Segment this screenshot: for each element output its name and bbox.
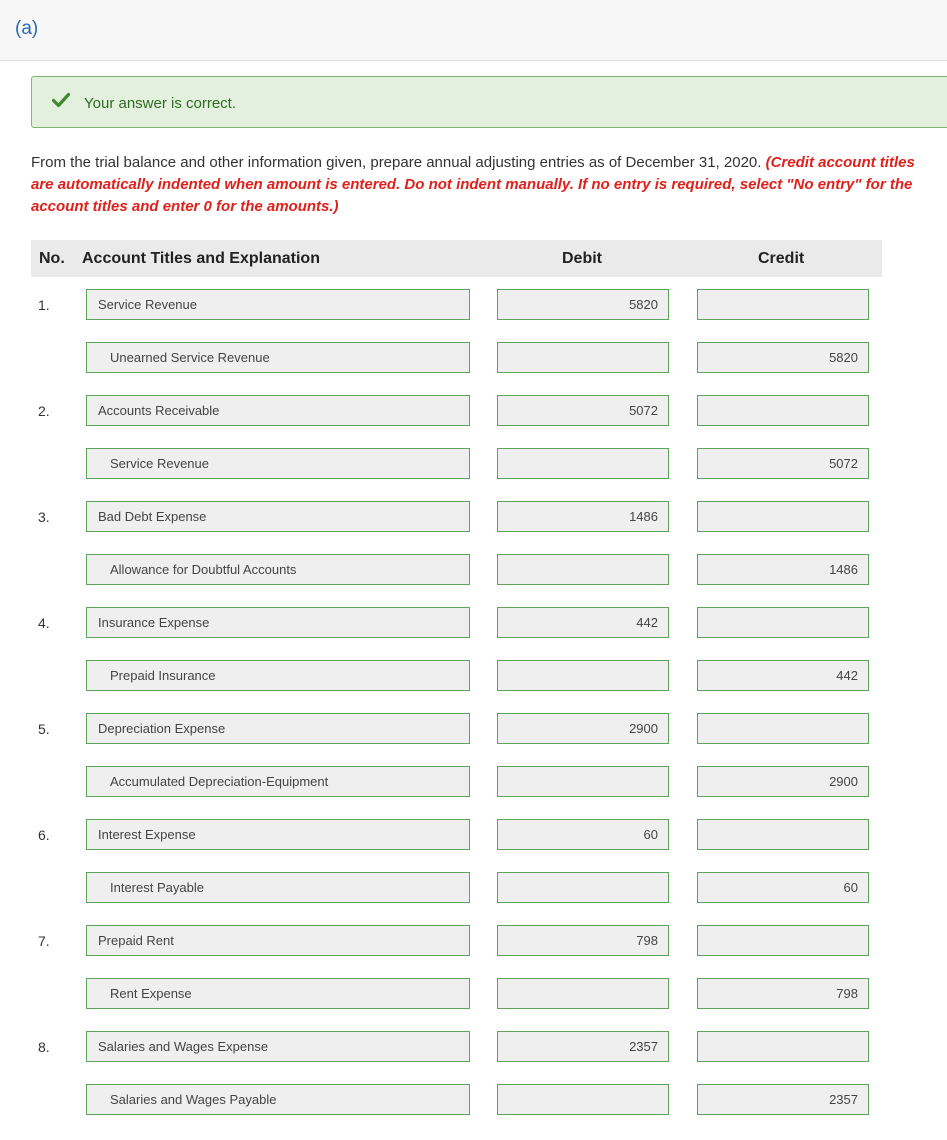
entry-number: 1. — [38, 297, 50, 313]
entry-number: 6. — [38, 827, 50, 843]
debit-account-field[interactable]: Bad Debt Expense — [86, 501, 470, 532]
credit-amount-field[interactable] — [697, 501, 869, 532]
credit-amount-field[interactable]: 2900 — [697, 766, 869, 797]
table-header — [31, 240, 882, 277]
debit-amount-field[interactable] — [497, 766, 669, 797]
debit-account-field[interactable]: Salaries and Wages Expense — [86, 1031, 470, 1062]
credit-amount-field[interactable] — [697, 819, 869, 850]
debit-amount-field[interactable]: 798 — [497, 925, 669, 956]
debit-amount-field[interactable] — [497, 978, 669, 1009]
debit-amount-field[interactable]: 5820 — [497, 289, 669, 320]
check-icon — [52, 92, 70, 108]
debit-amount-field[interactable]: 5072 — [497, 395, 669, 426]
part-header — [0, 0, 947, 61]
credit-account-field[interactable]: Service Revenue — [86, 448, 470, 479]
entry-number: 7. — [38, 933, 50, 949]
header-account: Account Titles and Explanation — [82, 250, 320, 267]
debit-amount-field[interactable] — [497, 1084, 669, 1115]
instructions — [31, 152, 931, 218]
credit-amount-field[interactable] — [697, 925, 869, 956]
credit-account-field[interactable]: Unearned Service Revenue — [86, 342, 470, 373]
debit-account-field[interactable]: Interest Expense — [86, 819, 470, 850]
credit-amount-field[interactable] — [697, 713, 869, 744]
debit-amount-field[interactable] — [497, 660, 669, 691]
header-no: No. — [39, 250, 65, 267]
debit-amount-field[interactable] — [497, 872, 669, 903]
header-debit: Debit — [562, 250, 602, 267]
debit-amount-field[interactable]: 60 — [497, 819, 669, 850]
debit-amount-field[interactable]: 442 — [497, 607, 669, 638]
credit-account-field[interactable]: Prepaid Insurance — [86, 660, 470, 691]
credit-account-field[interactable]: Accumulated Depreciation-Equipment — [86, 766, 470, 797]
entry-number: 3. — [38, 509, 50, 525]
credit-amount-field[interactable]: 5072 — [697, 448, 869, 479]
debit-amount-field[interactable]: 2357 — [497, 1031, 669, 1062]
credit-account-field[interactable]: Rent Expense — [86, 978, 470, 1009]
debit-account-field[interactable]: Depreciation Expense — [86, 713, 470, 744]
debit-account-field[interactable]: Insurance Expense — [86, 607, 470, 638]
credit-amount-field[interactable] — [697, 395, 869, 426]
debit-amount-field[interactable] — [497, 554, 669, 585]
debit-amount-field[interactable] — [497, 448, 669, 479]
credit-account-field[interactable]: Allowance for Doubtful Accounts — [86, 554, 470, 585]
credit-amount-field[interactable]: 5820 — [697, 342, 869, 373]
debit-amount-field[interactable]: 1486 — [497, 501, 669, 532]
credit-account-field[interactable]: Salaries and Wages Payable — [86, 1084, 470, 1115]
entry-number: 4. — [38, 615, 50, 631]
credit-amount-field[interactable] — [697, 607, 869, 638]
credit-amount-field[interactable] — [697, 1031, 869, 1062]
credit-amount-field[interactable]: 60 — [697, 872, 869, 903]
debit-amount-field[interactable] — [497, 342, 669, 373]
debit-amount-field[interactable]: 2900 — [497, 713, 669, 744]
credit-amount-field[interactable]: 2357 — [697, 1084, 869, 1115]
entry-number: 5. — [38, 721, 50, 737]
credit-amount-field[interactable]: 798 — [697, 978, 869, 1009]
header-credit: Credit — [758, 250, 805, 267]
credit-amount-field[interactable] — [697, 289, 869, 320]
credit-amount-field[interactable]: 1486 — [697, 554, 869, 585]
entry-number: 2. — [38, 403, 50, 419]
feedback-text: Your answer is correct. — [84, 95, 237, 112]
debit-account-field[interactable]: Service Revenue — [86, 289, 470, 320]
debit-account-field[interactable]: Prepaid Rent — [86, 925, 470, 956]
credit-account-field[interactable]: Interest Payable — [86, 872, 470, 903]
instructions-note: (Credit account titles are automatically indented when amount is entered. Do not indent manually. If no entry is required, select "No entry" for the account titles and enter 0 for the amounts.) — [31, 154, 915, 215]
feedback-banner — [31, 76, 947, 128]
instructions-text: From the trial balance and other information given, prepare annual adjusting entries as of December 31, 2020. — [31, 154, 766, 171]
part-label: (a) — [15, 18, 39, 39]
debit-account-field[interactable]: Accounts Receivable — [86, 395, 470, 426]
credit-amount-field[interactable]: 442 — [697, 660, 869, 691]
entry-number: 8. — [38, 1039, 50, 1055]
